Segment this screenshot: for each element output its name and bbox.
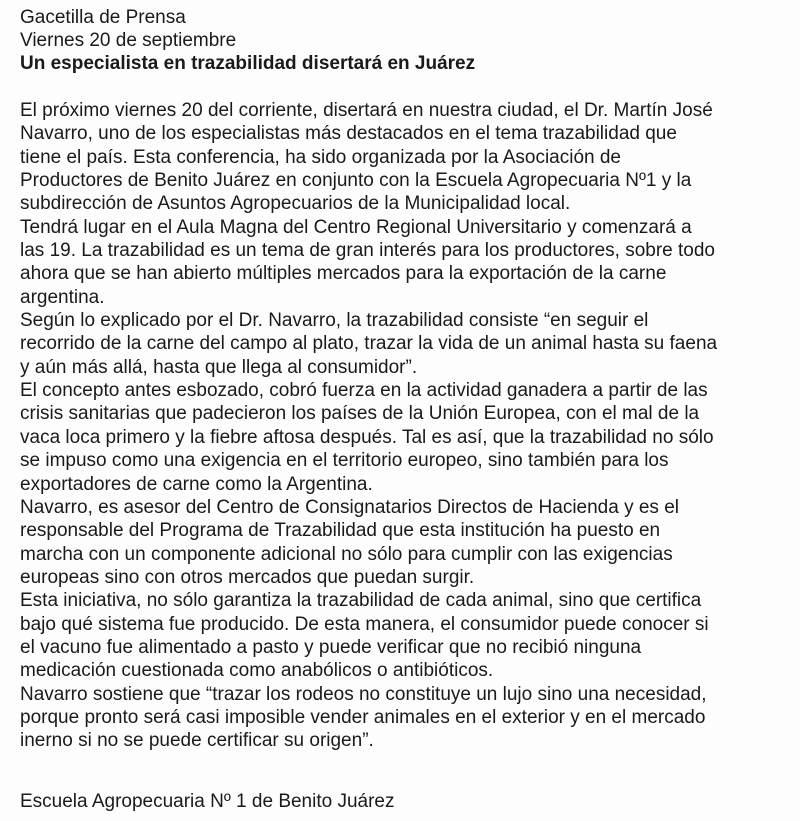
document-headline: Un especialista en trazabilidad disertará en Juárez <box>20 53 476 74</box>
body-line: inerno si no se puede certificar su origen”. <box>20 730 374 752</box>
body-line: Navarro, es asesor del Centro de Consignatarios Directos de Hacienda y es el <box>20 496 679 518</box>
body-line: Esta iniciativa, no sólo garantiza la trazabilidad de cada animal, sino que certifica <box>20 590 702 612</box>
body-line: Navarro sostiene que “trazar los rodeos no constituye un lujo sino una necesidad, <box>20 683 707 705</box>
body-line: europeas sino con otros mercados que puedan surgir. <box>20 566 475 588</box>
body-line: el vacuno fue alimentado a pasto y puede verificar que no recibió ninguna <box>20 636 642 658</box>
document-header <box>20 6 790 75</box>
body-line: subdirección de Asuntos Agropecuarios de la Municipalidad local. <box>20 193 571 215</box>
body-line: El próximo viernes 20 del corriente, disertará en nuestra ciudad, el Dr. Martín José <box>20 100 713 121</box>
body-line: medicación cuestionada como anabólicos o antibióticos. <box>20 660 494 682</box>
signature-line: Escuela Agropecuaria Nº 1 de Benito Juárez <box>20 791 395 812</box>
body-line: crisis sanitarias que padecieron los países de la Unión Europea, con el mal de la <box>20 403 700 425</box>
body-line: porque pronto será casi imposible vender animales en el exterior y en el mercado <box>20 706 706 728</box>
document-label: Gacetilla de Prensa <box>20 7 186 28</box>
body-line: las 19. La trazabilidad es un tema de gran interés para los productores, sobre todo <box>20 240 715 262</box>
body-line: bajo qué sistema fue producido. De esta manera, el consumidor puede conocer si <box>20 613 709 635</box>
body-line: recorrido de la carne del campo al plato, trazar la vida de un animal hasta su faena <box>20 333 718 355</box>
body-line: El concepto antes esbozado, cobró fuerza en la actividad ganadera a partir de las <box>20 380 708 402</box>
body-line: ahora que se han abierto múltiples mercados para la exportación de la carne <box>20 263 667 285</box>
document-date: Viernes 20 de septiembre <box>20 30 237 51</box>
body-line: se impuso como una exigencia en el territorio europeo, sino también para los <box>20 450 669 472</box>
body-line: responsable del Programa de Trazabilidad que esta institución ha puesto en <box>20 520 661 542</box>
body-line: argentina. <box>20 286 105 308</box>
body-line: exportadores de carne como la Argentina. <box>20 473 373 495</box>
body-line: y aún más allá, hasta que llega al consumidor”. <box>20 356 418 378</box>
article-body <box>20 99 792 753</box>
body-line: marcha con un componente adicional no sólo para cumplir con las exigencias <box>20 543 673 565</box>
body-line: Navarro, uno de los especialistas más destacados en el tema trazabilidad que <box>20 123 677 145</box>
body-line: Tendrá lugar en el Aula Magna del Centro Regional Universitario y comenzará a <box>20 216 692 238</box>
body-line: Productores de Benito Juárez en conjunto con la Escuela Agropecuaria Nº1 y la <box>20 170 692 192</box>
body-line: Según lo explicado por el Dr. Navarro, la trazabilidad consiste “en seguir el <box>20 310 649 332</box>
body-line: tiene el país. Esta conferencia, ha sido organizada por la Asociación de <box>20 146 621 168</box>
body-line: vaca loca primero y la fiebre aftosa después. Tal es así, que la trazabilidad no sólo <box>20 426 714 448</box>
